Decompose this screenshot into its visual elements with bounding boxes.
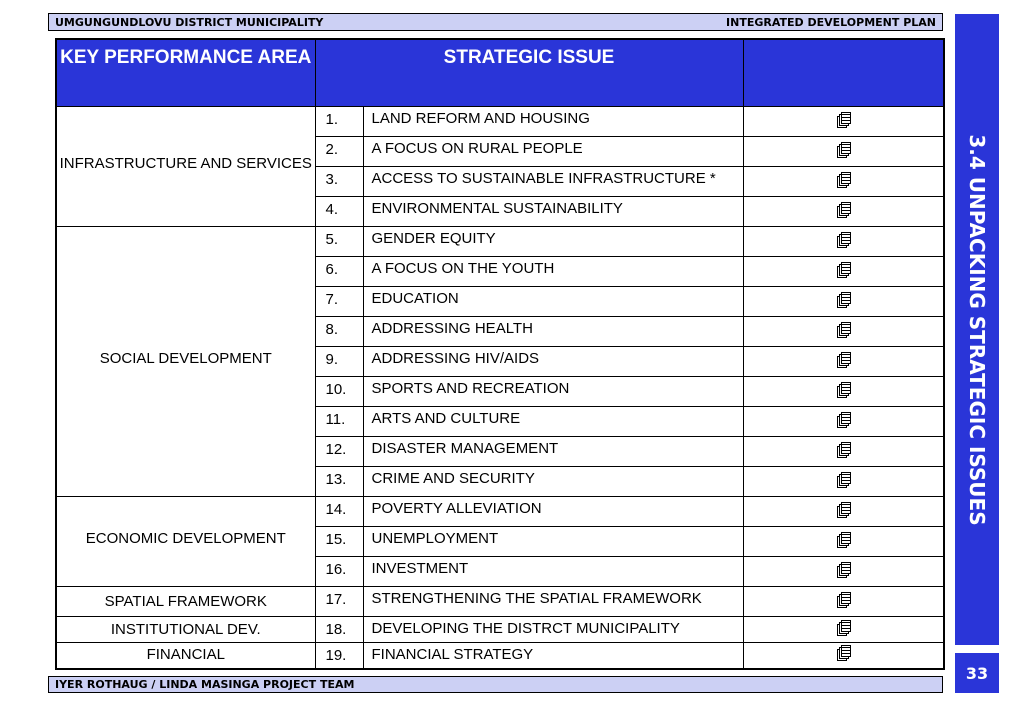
strategic-issue: FINANCIAL STRATEGY xyxy=(363,643,743,669)
issue-number: 9. xyxy=(315,347,363,377)
issue-number: 17. xyxy=(315,587,363,617)
document-stack-icon xyxy=(837,563,849,577)
document-cell xyxy=(743,167,944,197)
kpa-cell: ECONOMIC DEVELOPMENT xyxy=(56,497,315,587)
document-stack-icon xyxy=(837,383,849,397)
document-cell xyxy=(743,557,944,587)
table-row xyxy=(56,617,944,643)
strategic-issue: CRIME AND SECURITY xyxy=(363,467,743,497)
issue-number: 2. xyxy=(315,137,363,167)
issue-number: 3. xyxy=(315,167,363,197)
strategic-issue: ARTS AND CULTURE xyxy=(363,407,743,437)
document-header xyxy=(48,13,943,31)
document-cell xyxy=(743,377,944,407)
page-number: 33 xyxy=(955,653,999,693)
document-cell xyxy=(743,317,944,347)
issue-number: 5. xyxy=(315,227,363,257)
table-row xyxy=(56,107,944,137)
strategic-issues-table xyxy=(55,38,945,670)
strategic-issue: INVESTMENT xyxy=(363,557,743,587)
document-cell xyxy=(743,137,944,167)
table-row xyxy=(56,643,944,669)
document-stack-icon xyxy=(837,593,849,607)
table-row xyxy=(56,227,944,257)
kpa-column-header: KEY PERFORMANCE AREA xyxy=(56,39,315,107)
document-cell xyxy=(743,527,944,557)
document-stack-icon xyxy=(837,646,849,660)
strategic-issue: ENVIRONMENTAL SUSTAINABILITY xyxy=(363,197,743,227)
document-stack-icon xyxy=(837,353,849,367)
document-stack-icon xyxy=(837,263,849,277)
plan-title: INTEGRATED DEVELOPMENT PLAN xyxy=(726,15,936,29)
document-cell xyxy=(743,347,944,377)
extra-column-header xyxy=(743,39,944,107)
document-stack-icon xyxy=(837,323,849,337)
table-header-row xyxy=(56,39,944,107)
section-sidebar xyxy=(955,14,999,645)
kpa-cell: SOCIAL DEVELOPMENT xyxy=(56,227,315,497)
strategic-issue: STRENGTHENING THE SPATIAL FRAMEWORK xyxy=(363,587,743,617)
document-stack-icon xyxy=(837,203,849,217)
issue-number: 10. xyxy=(315,377,363,407)
document-cell xyxy=(743,197,944,227)
issue-number: 7. xyxy=(315,287,363,317)
strategic-issue: DISASTER MANAGEMENT xyxy=(363,437,743,467)
strategic-issue: DEVELOPING THE DISTRCT MUNICIPALITY xyxy=(363,617,743,643)
strategic-issue: UNEMPLOYMENT xyxy=(363,527,743,557)
issue-number: 14. xyxy=(315,497,363,527)
table-row xyxy=(56,587,944,617)
kpa-cell: INSTITUTIONAL DEV. xyxy=(56,617,315,643)
strategic-issue: GENDER EQUITY xyxy=(363,227,743,257)
document-cell xyxy=(743,497,944,527)
project-team: IYER ROTHAUG / LINDA MASINGA PROJECT TEAM xyxy=(55,678,355,691)
issue-number: 8. xyxy=(315,317,363,347)
document-cell xyxy=(743,227,944,257)
document-stack-icon xyxy=(837,443,849,457)
document-stack-icon xyxy=(837,473,849,487)
issue-number: 6. xyxy=(315,257,363,287)
document-stack-icon xyxy=(837,621,849,635)
document-cell xyxy=(743,437,944,467)
document-cell xyxy=(743,407,944,437)
document-stack-icon xyxy=(837,533,849,547)
strategic-issue: A FOCUS ON RURAL PEOPLE xyxy=(363,137,743,167)
document-cell xyxy=(743,287,944,317)
section-title: 3.4 UNPACKING STRATEGIC ISSUES xyxy=(965,133,989,526)
strategic-issue: POVERTY ALLEVIATION xyxy=(363,497,743,527)
issue-number: 16. xyxy=(315,557,363,587)
issue-number: 19. xyxy=(315,643,363,669)
document-cell xyxy=(743,467,944,497)
kpa-cell: INFRASTRUCTURE AND SERVICES xyxy=(56,107,315,227)
strategic-issue: LAND REFORM AND HOUSING xyxy=(363,107,743,137)
issue-number: 13. xyxy=(315,467,363,497)
strategic-issue: ADDRESSING HIV/AIDS xyxy=(363,347,743,377)
issue-number: 15. xyxy=(315,527,363,557)
table-row xyxy=(56,497,944,527)
document-cell xyxy=(743,107,944,137)
issue-number: 12. xyxy=(315,437,363,467)
document-footer xyxy=(48,676,943,693)
document-stack-icon xyxy=(837,413,849,427)
strategic-issue: EDUCATION xyxy=(363,287,743,317)
issue-number: 18. xyxy=(315,617,363,643)
document-stack-icon xyxy=(837,143,849,157)
strategic-issue: ACCESS TO SUSTAINABLE INFRASTRUCTURE * xyxy=(363,167,743,197)
document-stack-icon xyxy=(837,233,849,247)
table-body xyxy=(56,107,944,669)
strategic-issue: ADDRESSING HEALTH xyxy=(363,317,743,347)
document-stack-icon xyxy=(837,503,849,517)
strategic-issue: SPORTS AND RECREATION xyxy=(363,377,743,407)
kpa-cell: FINANCIAL xyxy=(56,643,315,669)
issue-column-header: STRATEGIC ISSUE xyxy=(315,39,743,107)
document-stack-icon xyxy=(837,293,849,307)
municipality-name: UMGUNGUNDLOVU DISTRICT MUNICIPALITY xyxy=(55,15,324,29)
issue-number: 1. xyxy=(315,107,363,137)
kpa-cell: SPATIAL FRAMEWORK xyxy=(56,587,315,617)
document-stack-icon xyxy=(837,113,849,127)
issue-number: 4. xyxy=(315,197,363,227)
document-cell xyxy=(743,257,944,287)
document-cell xyxy=(743,617,944,643)
issue-number: 11. xyxy=(315,407,363,437)
document-cell xyxy=(743,587,944,617)
document-stack-icon xyxy=(837,173,849,187)
strategic-issue: A FOCUS ON THE YOUTH xyxy=(363,257,743,287)
document-cell xyxy=(743,643,944,669)
